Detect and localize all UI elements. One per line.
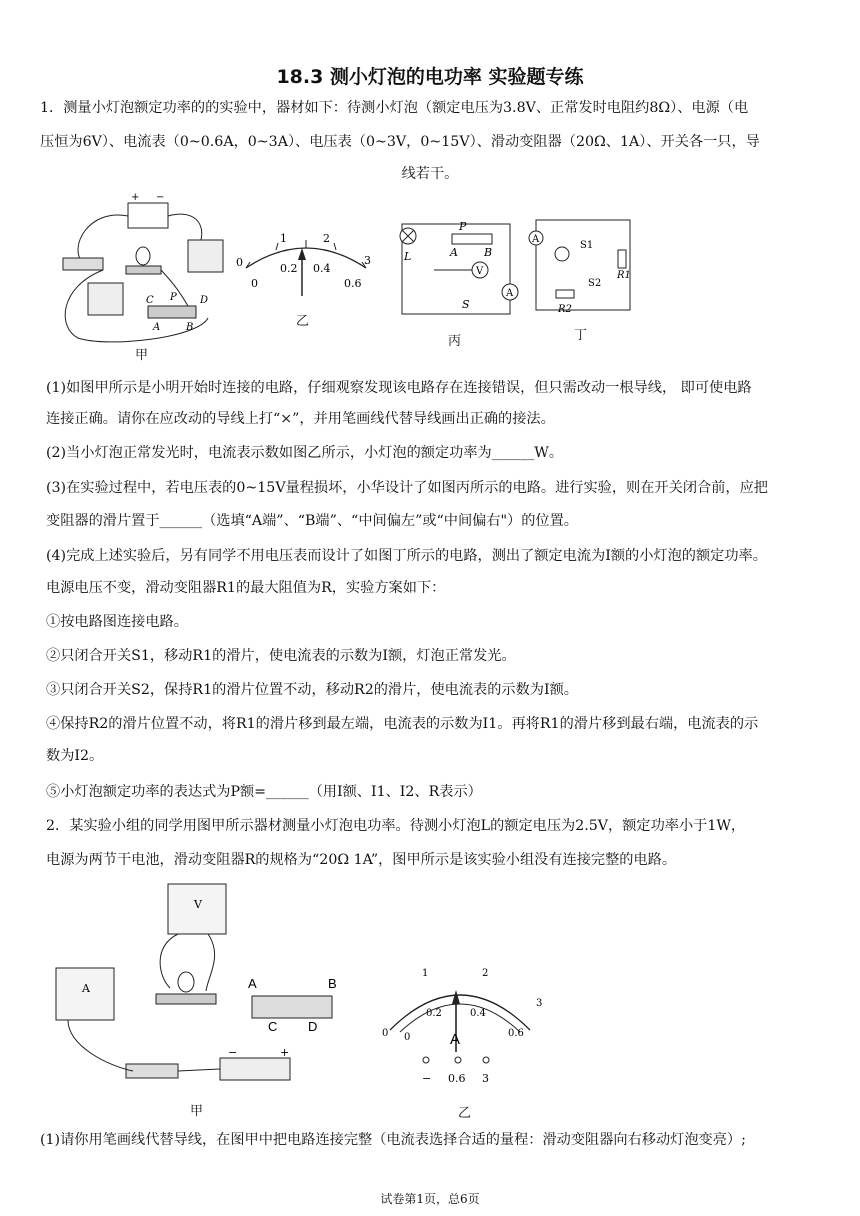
q1-part1-line-1: (1)如图甲所示是小明开始时连接的电路，仔细观察发现该电路存在连接错误，但只需改动一根导线， 即可使电路 [46,380,752,396]
svg-text:1: 1 [422,968,429,979]
q1-caption-bing: 丙 [448,334,462,349]
lamp-icon [555,247,569,261]
svg-text:B: B [328,976,337,991]
battery-icon [128,203,168,228]
q2-figure-yi-meter [360,960,560,1090]
svg-text:A: A [506,288,514,299]
switch-icon [126,1064,178,1078]
svg-text:C: C [268,1019,278,1034]
svg-text:3: 3 [364,254,371,267]
q1-part3-line-1: (3)在实验过程中，若电压表的0~15V量程损坏，小华设计了如图丙所示的电路。进行实验，则在开关闭合前，应把 [46,480,768,496]
svg-text:−: − [228,1046,238,1059]
svg-text:0: 0 [251,277,258,290]
q1-step-4-line-2: 数为I2。 [46,748,104,764]
svg-text:0.6: 0.6 [448,1072,466,1085]
r2-icon [556,290,574,298]
svg-text:B: B [186,322,194,333]
bulb-icon [178,972,194,992]
q1-step-1: ①按电路图连接电路。 [46,614,188,630]
page-footer: 试卷第1页，总6页 [380,1192,480,1206]
svg-text:3: 3 [482,1072,489,1085]
page-title: 18.3 测小灯泡的电功率 实验题专练 [276,66,584,88]
q2-figure-jia [48,876,358,1096]
q1-intro-line-3: 线若干。 [401,166,459,182]
svg-text:C: C [146,295,154,306]
svg-text:A: A [532,234,540,245]
svg-text:0.2: 0.2 [280,262,298,275]
q1-figure-ding [522,210,642,320]
q1-caption-jia: 甲 [135,348,149,363]
q1-step-5: ⑤小灯泡额定功率的表达式为P额=______（用I额、I1、I2、R表示） [46,784,482,800]
voltmeter-icon [188,240,223,272]
svg-text:−: − [422,1072,432,1085]
rheostat-icon [252,996,332,1018]
bulb-icon [136,247,150,265]
q1-figure-jia [48,188,238,358]
svg-text:0: 0 [382,1028,389,1039]
svg-text:R1: R1 [617,270,631,281]
svg-text:V: V [194,898,202,911]
svg-text:L: L [404,250,412,263]
svg-text:V: V [476,266,484,277]
svg-text:S: S [462,298,470,311]
svg-text:+: + [131,192,140,203]
svg-text:+: + [280,1046,290,1059]
q1-part4-line-1: (4)完成上述实验后，另有同学不用电压表而设计了如图丁所示的电路，测出了额定电流为I额的小灯泡的额定功率。 [46,548,767,564]
q2-caption-jia: 甲 [190,1104,204,1119]
svg-text:R2: R2 [558,304,572,315]
svg-text:3: 3 [536,998,543,1009]
svg-text:A: A [450,246,458,259]
q2-caption-yi: 乙 [458,1106,472,1121]
q1-part1-line-2: 连接正确。请你在应改动的导线上打“×”，并用笔画线代替导线画出正确的接法。 [46,411,555,427]
rheostat-icon [452,234,492,244]
svg-text:B: B [484,246,493,259]
q1-figure-bing [384,212,524,322]
q2-intro-line-2: 电源为两节干电池，滑动变阻器R的规格为“20Ω 1A”，图甲所示是该实验小组没有连接完整的电路。 [46,852,677,868]
svg-text:1: 1 [280,232,287,245]
q1-caption-ding: 丁 [574,328,588,343]
svg-text:D: D [200,295,209,306]
svg-text:0.4: 0.4 [470,1008,486,1019]
q1-intro-line-2: 压恒为6V）、电流表（0~0.6A，0~3A）、电压表（0~3V，0~15V）、滑动变阻器（20Ω、1A）、开关各一只，导 [40,134,760,150]
svg-text:0: 0 [236,256,243,269]
svg-text:A: A [82,982,90,995]
switch-icon [63,258,103,270]
q2-intro-line-1: 2．某实验小组的同学用图甲所示器材测量小灯泡电功率。待测小灯泡L的额定电压为2.5V，额定功率小于1W， [46,818,746,834]
rheostat-icon [148,306,196,318]
svg-text:S2: S2 [588,278,602,289]
svg-text:S1: S1 [580,240,594,251]
q1-figure-yi-meter [236,228,376,300]
svg-text:2: 2 [482,968,489,979]
svg-text:−: − [156,192,165,203]
q1-intro-line-1: 1．测量小灯泡额定功率的的实验中，器材如下：待测小灯泡（额定电压为3.8V、正常发时电阻约8Ω）、电源（电 [40,100,749,116]
q1-step-2: ②只闭合开关S1，移动R1的滑片，使电流表的示数为I额，灯泡正常发光。 [46,648,516,664]
svg-text:A: A [248,976,257,991]
svg-text:A: A [450,1031,461,1048]
ammeter-icon [88,283,123,315]
svg-text:0.6: 0.6 [344,277,362,290]
q1-caption-yi: 乙 [296,314,310,329]
svg-text:D: D [308,1019,318,1034]
svg-text:0: 0 [404,1032,411,1043]
svg-text:P: P [459,220,467,233]
q1-step-3: ③只闭合开关S2，保持R1的滑片位置不动，移动R2的滑片，使电流表的示数为I额。 [46,682,578,698]
svg-text:A: A [153,322,161,333]
svg-text:0.2: 0.2 [426,1008,442,1019]
svg-text:0.6: 0.6 [508,1028,524,1039]
q1-part3-line-2: 变阻器的滑片置于______（选填“A端”、“B端”、“中间偏左”或“中间偏右"）的位置。 [46,513,578,529]
battery-icon [220,1058,290,1080]
svg-text:P: P [170,292,177,303]
q1-part2: (2)当小灯泡正常发光时，电流表示数如图乙所示，小灯泡的额定功率为______W。 [46,445,564,461]
q1-part4-line-2: 电源电压不变，滑动变阻器R1的最大阻值为R，实验方案如下： [46,580,446,596]
r1-icon [618,250,626,268]
q2-part1: (1)请你用笔画线代替导线，在图甲中把电路连接完整（电流表选择合适的量程：滑动变阻器向右移动灯泡变亮）; [40,1132,746,1148]
svg-text:2: 2 [323,232,330,245]
q1-step-4-line-1: ④保持R2的滑片位置不动，将R1的滑片移到最左端，电流表的示数为I1。再将R1的滑片移到最右端，电流表的示 [46,716,759,732]
svg-text:0.4: 0.4 [313,262,331,275]
